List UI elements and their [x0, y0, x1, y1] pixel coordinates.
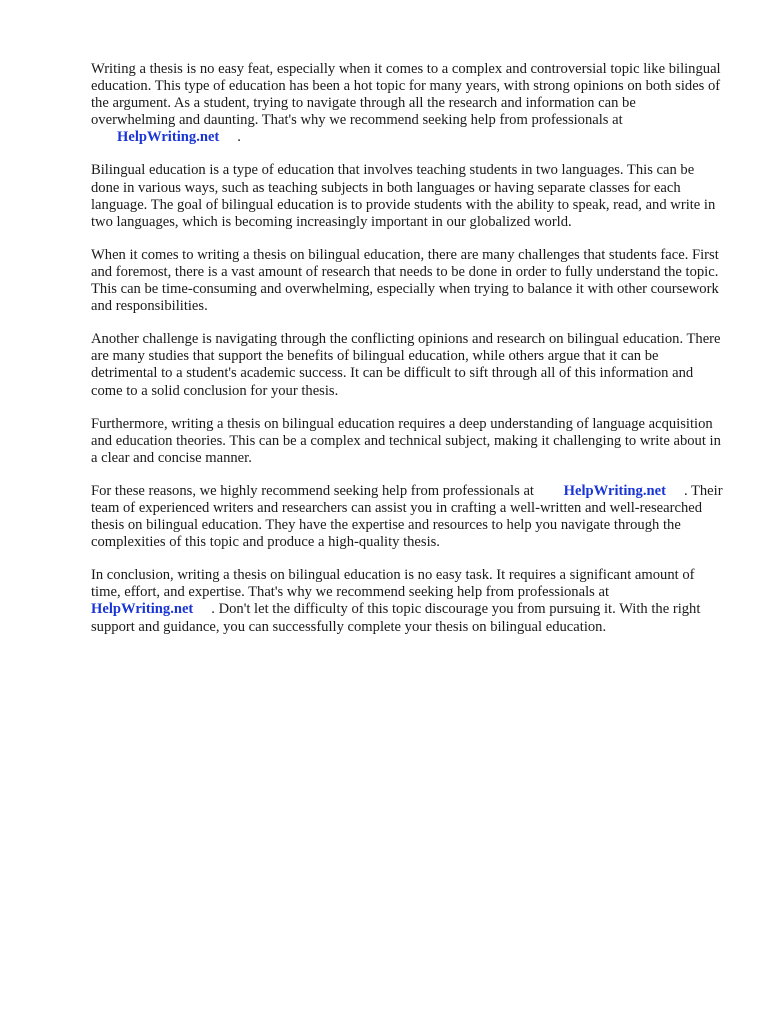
paragraph-definition: [91, 162, 723, 230]
paragraph-text: For these reasons, we highly recommend seeking help from professionals at: [91, 482, 534, 499]
paragraph-text: Writing a thesis is no easy feat, especially when it comes to a complex and controversial topic like bilingual education. This type of education has been a hot topic for many years, with strong opinions on both sides of the argument. As a student, trying to navigate through all the research and information can be overwhelming and daunting. That's why we recommend seeking help from professionals at: [91, 61, 721, 129]
paragraph-recommendation: [91, 483, 723, 551]
paragraph-text: Another challenge is navigating through the conflicting opinions and research on bilingual education. There are many studies that support the benefits of bilingual education, while others argue that it can be detrimental to a student's academic success. It can be difficult to sift through all of this information and come to a solid conclusion for your thesis.: [91, 331, 721, 399]
paragraph-theories: [91, 416, 723, 467]
document-body: [91, 61, 723, 652]
paragraph-intro: [91, 61, 723, 146]
paragraph-challenges: [91, 247, 723, 315]
paragraph-text: . Don't let the difficulty of this topic discourage you from pursuing it. With the right support and guidance, you can successfully complete your thesis on bilingual education.: [91, 601, 701, 635]
paragraph-text: In conclusion, writing a thesis on bilingual education is no easy task. It requires a significant amount of time, effort, and expertise. That's why we recommend seeking help from professionals at: [91, 567, 695, 601]
helpwriting-link[interactable]: HelpWriting.net: [91, 601, 194, 618]
helpwriting-link[interactable]: HelpWriting.net: [563, 482, 666, 499]
paragraph-text: Bilingual education is a type of education that involves teaching students in two languages. This can be done in various ways, such as teaching subjects in both languages or having separate classes for each language. The goal of bilingual education is to provide students with the ability to speak, read, and write in two languages, which is becoming increasingly important in our globalized world.: [91, 162, 716, 230]
paragraph-text: . Their team of experienced writers and researchers can assist you in crafting a well-written and well-researched thesis on bilingual education. They have the expertise and resources to help you navigate through the complexities of this topic and produce a high-quality thesis.: [91, 482, 723, 551]
paragraph-text: .: [237, 129, 241, 146]
paragraph-text: When it comes to writing a thesis on bilingual education, there are many challenges that students face. First and foremost, there is a vast amount of research that needs to be done in order to fully understand the topic. This can be time-consuming and overwhelming, especially when trying to balance it with other coursework and responsibilities.: [91, 246, 719, 315]
helpwriting-link[interactable]: HelpWriting.net: [117, 129, 220, 146]
paragraph-conflicting-opinions: [91, 331, 723, 399]
paragraph-conclusion: [91, 567, 723, 635]
paragraph-text: Furthermore, writing a thesis on bilingual education requires a deep understanding of language acquisition and education theories. This can be a complex and technical subject, making it challenging to write about in a clear and concise manner.: [91, 415, 721, 466]
